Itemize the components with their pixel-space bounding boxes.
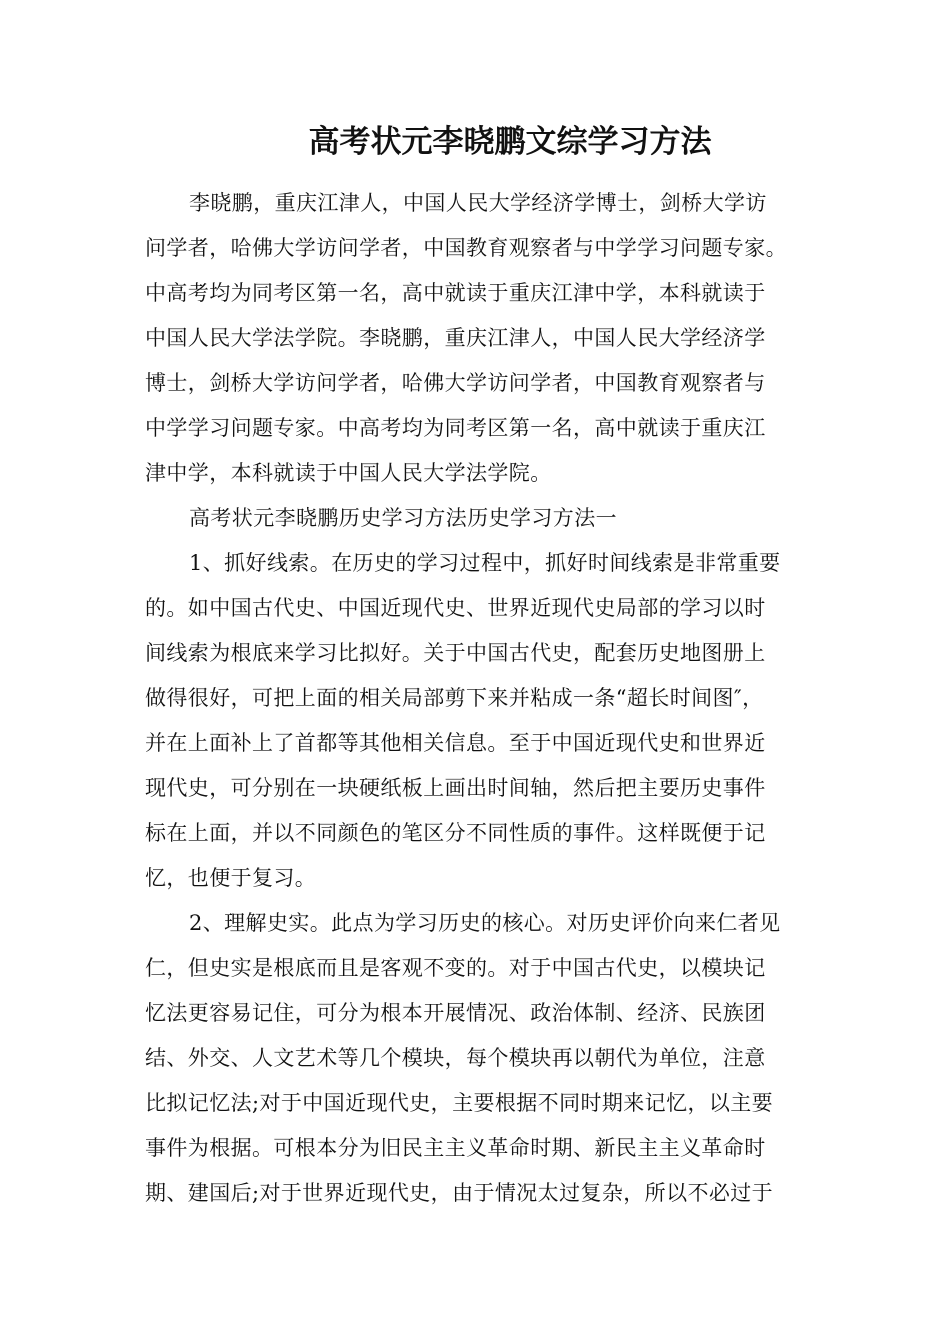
paragraph-line: 仁，但史实是根底而且是客观不变的。对于中国古代史，以模块记	[145, 956, 766, 980]
document-title: 高考状元李晓鹏文综学习方法	[308, 124, 712, 160]
paragraph-line: 比拟记忆法;对于中国近现代史，主要根据不同时期来记忆，以主要	[145, 1091, 774, 1115]
paragraph-line: 现代史，可分别在一块硬纸板上画出时间轴，然后把主要历史事件	[145, 776, 766, 800]
paragraph-line: 事件为根据。可根本分为旧民主主义革命时期、新民主主义革命时	[145, 1136, 766, 1160]
paragraph-line: 结、外交、人文艺术等几个模块，每个模块再以朝代为单位，注意	[145, 1046, 766, 1070]
section-heading: 高考状元李晓鹏历史学习方法历史学习方法一	[189, 506, 617, 530]
paragraph-line: 中国人民大学法学院。李晓鹏，重庆江津人，中国人民大学经济学	[145, 326, 766, 350]
paragraph-line: 标在上面，并以不同颜色的笔区分不同性质的事件。这样既便于记	[145, 821, 766, 845]
paragraph-line: 忆，也便于复习。	[145, 866, 317, 890]
paragraph-line: 期、建国后;对于世界近现代史，由于情况太过复杂，所以不必过于	[145, 1181, 774, 1205]
paragraph-line: 的。如中国古代史、中国近现代史、世界近现代史局部的学习以时	[145, 596, 766, 620]
paragraph-line: 博士，剑桥大学访问学者，哈佛大学访问学者，中国教育观察者与	[145, 371, 766, 395]
paragraph-line: 2、理解史实。此点为学习历史的核心。对历史评价向来仁者见	[189, 911, 781, 935]
paragraph-line: 中学学习问题专家。中高考均为同考区第一名，高中就读于重庆江	[145, 416, 766, 440]
paragraph-line: 津中学，本科就读于中国人民大学法学院。	[145, 461, 552, 485]
paragraph-line: 间线索为根底来学习比拟好。关于中国古代史，配套历史地图册上	[145, 641, 766, 665]
paragraph-line: 忆法更容易记住，可分为根本开展情况、政治体制、经济、民族团	[145, 1001, 766, 1025]
paragraph-line: 并在上面补上了首都等其他相关信息。至于中国近现代史和世界近	[145, 731, 766, 755]
paragraph-line: 问学者，哈佛大学访问学者，中国教育观察者与中学学习问题专家。	[145, 236, 787, 260]
paragraph-line: 1、抓好线索。在历史的学习过程中，抓好时间线索是非常重要	[189, 551, 781, 575]
paragraph-line: 中高考均为同考区第一名，高中就读于重庆江津中学，本科就读于	[145, 281, 766, 305]
paragraph-line: 做得很好，可把上面的相关局部剪下来并粘成一条“超长时间图″，	[145, 686, 764, 710]
paragraph-line: 李晓鹏，重庆江津人，中国人民大学经济学博士，剑桥大学访	[189, 191, 767, 215]
